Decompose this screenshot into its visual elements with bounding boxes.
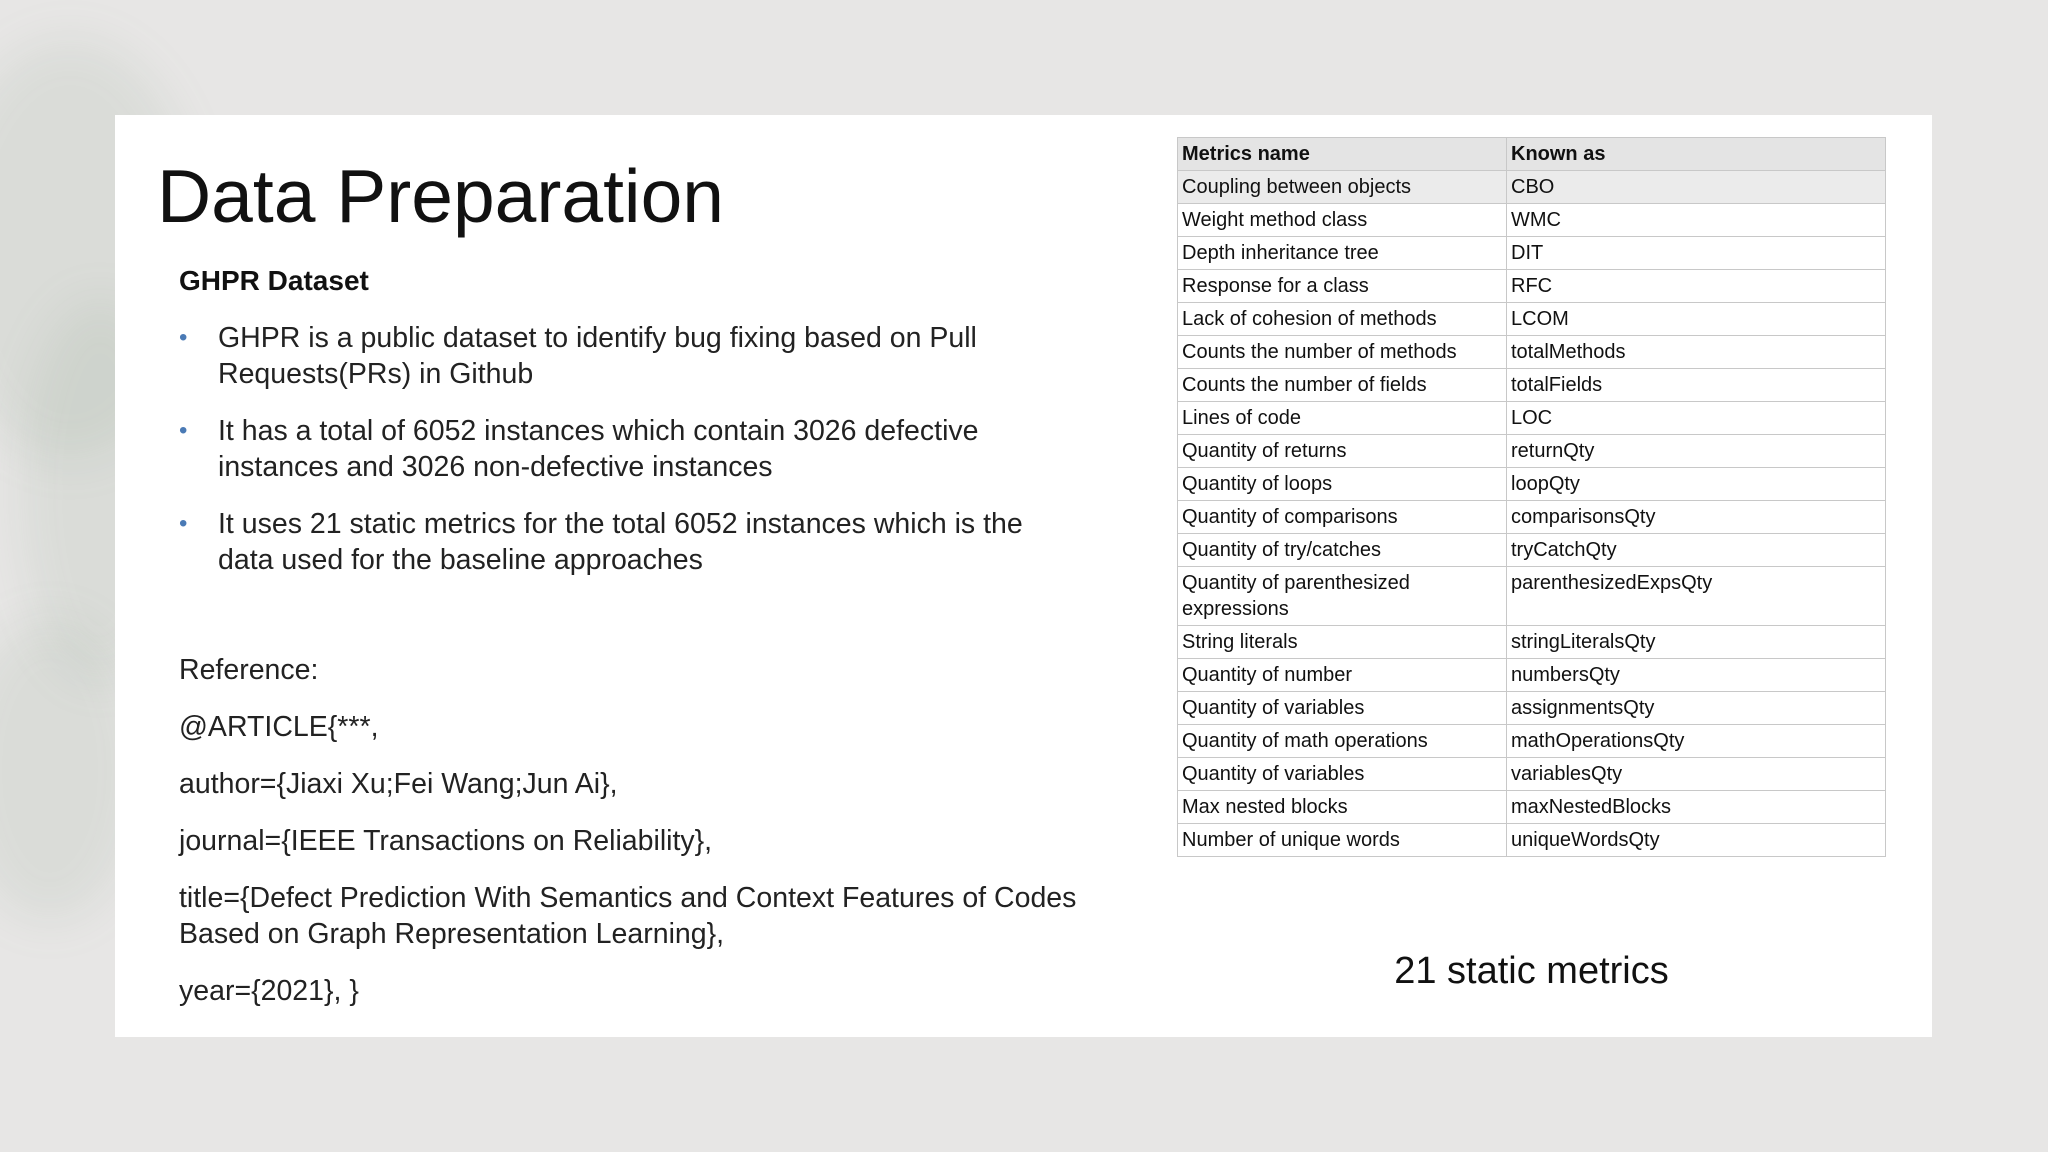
metric-abbr-cell: uniqueWordsQty: [1507, 824, 1886, 857]
metric-abbr-cell: mathOperationsQty: [1507, 725, 1886, 758]
column-header: Metrics name: [1178, 138, 1507, 171]
bullet-text: GHPR is a public dataset to identify bug fixing based on Pull Requests(PRs) in Github: [218, 322, 977, 390]
metric-abbr-cell: CBO: [1507, 171, 1886, 204]
metric-name-cell: Lines of code: [1178, 402, 1507, 435]
bullet-icon: •: [179, 417, 188, 444]
metric-abbr-cell: totalFields: [1507, 369, 1886, 402]
metric-abbr-cell: maxNestedBlocks: [1507, 791, 1886, 824]
metric-abbr-cell: DIT: [1507, 237, 1886, 270]
table-row: [1178, 369, 1886, 402]
table-header-row: [1178, 138, 1886, 171]
metric-abbr-cell: returnQty: [1507, 435, 1886, 468]
slide-title: Data Preparation: [157, 154, 725, 238]
metric-name-cell: Counts the number of methods: [1178, 336, 1507, 369]
bullet-item: [179, 506, 1079, 578]
metric-name-cell: Quantity of variables: [1178, 758, 1507, 791]
reference-line: title={Defect Prediction With Semantics and Context Features of Codes Based on Graph Representation Learning},: [179, 882, 1077, 950]
metric-name-cell: Quantity of math operations: [1178, 725, 1507, 758]
reference-line: year={2021}, }: [179, 975, 359, 1007]
column-header: Known as: [1507, 138, 1886, 171]
metric-name-cell: Quantity of variables: [1178, 692, 1507, 725]
table-row: [1178, 171, 1886, 204]
table-row: [1178, 725, 1886, 758]
table-row: [1178, 435, 1886, 468]
slide: [115, 115, 1932, 1037]
table-row: [1178, 824, 1886, 857]
table-row: [1178, 303, 1886, 336]
table-row: [1178, 501, 1886, 534]
metric-name-cell: Response for a class: [1178, 270, 1507, 303]
reference-line: @ARTICLE{***,: [179, 711, 379, 743]
metric-abbr-cell: LCOM: [1507, 303, 1886, 336]
table-row: [1178, 534, 1886, 567]
table-row: [1178, 626, 1886, 659]
bullet-item: [179, 413, 1079, 485]
dataset-heading: GHPR Dataset: [179, 265, 369, 296]
bullet-icon: •: [179, 324, 188, 351]
metric-name-cell: String literals: [1178, 626, 1507, 659]
metric-name-cell: Quantity of loops: [1178, 468, 1507, 501]
metric-abbr-cell: totalMethods: [1507, 336, 1886, 369]
metric-name-cell: Number of unique words: [1178, 824, 1507, 857]
metric-abbr-cell: LOC: [1507, 402, 1886, 435]
bullet-item: [179, 320, 1079, 392]
reference-block: [179, 652, 1079, 1030]
reference-line: journal={IEEE Transactions on Reliability},: [179, 825, 713, 857]
table-row: [1178, 336, 1886, 369]
metric-name-cell: Quantity of comparisons: [1178, 501, 1507, 534]
metric-name-cell: Counts the number of fields: [1178, 369, 1507, 402]
metric-name-cell: Weight method class: [1178, 204, 1507, 237]
bullet-icon: •: [179, 510, 188, 537]
metric-name-cell: Depth inheritance tree: [1178, 237, 1507, 270]
table-row: [1178, 567, 1886, 626]
metric-name-cell: Coupling between objects: [1178, 171, 1507, 204]
metric-abbr-cell: RFC: [1507, 270, 1886, 303]
table-row: [1178, 791, 1886, 824]
metric-abbr-cell: assignmentsQty: [1507, 692, 1886, 725]
reference-label: Reference:: [179, 654, 319, 686]
table-row: [1178, 237, 1886, 270]
metric-abbr-cell: loopQty: [1507, 468, 1886, 501]
bullet-text: It uses 21 static metrics for the total 6052 instances which is the data used for the baseline approaches: [218, 508, 1023, 576]
metric-abbr-cell: numbersQty: [1507, 659, 1886, 692]
table-caption: 21 static metrics: [1394, 950, 1669, 992]
metric-abbr-cell: tryCatchQty: [1507, 534, 1886, 567]
metrics-table: [1177, 137, 1886, 857]
metric-abbr-cell: parenthesizedExpsQty: [1507, 567, 1886, 626]
metric-name-cell: Quantity of returns: [1178, 435, 1507, 468]
metric-name-cell: Quantity of try/catches: [1178, 534, 1507, 567]
metric-name-cell: Quantity of parenthesized expressions: [1178, 567, 1507, 626]
metric-name-cell: Quantity of number: [1178, 659, 1507, 692]
metric-abbr-cell: stringLiteralsQty: [1507, 626, 1886, 659]
table-row: [1178, 270, 1886, 303]
table-row: [1178, 468, 1886, 501]
table-row: [1178, 659, 1886, 692]
reference-line: author={Jiaxi Xu;Fei Wang;Jun Ai},: [179, 768, 618, 800]
metric-abbr-cell: variablesQty: [1507, 758, 1886, 791]
bullet-list: [179, 320, 1079, 599]
table-row: [1178, 692, 1886, 725]
metric-abbr-cell: WMC: [1507, 204, 1886, 237]
table-row: [1178, 204, 1886, 237]
table-row: [1178, 758, 1886, 791]
metric-name-cell: Max nested blocks: [1178, 791, 1507, 824]
metric-abbr-cell: comparisonsQty: [1507, 501, 1886, 534]
table-row: [1178, 402, 1886, 435]
bullet-text: It has a total of 6052 instances which contain 3026 defective instances and 3026 non-defective instances: [218, 415, 979, 483]
metric-name-cell: Lack of cohesion of methods: [1178, 303, 1507, 336]
